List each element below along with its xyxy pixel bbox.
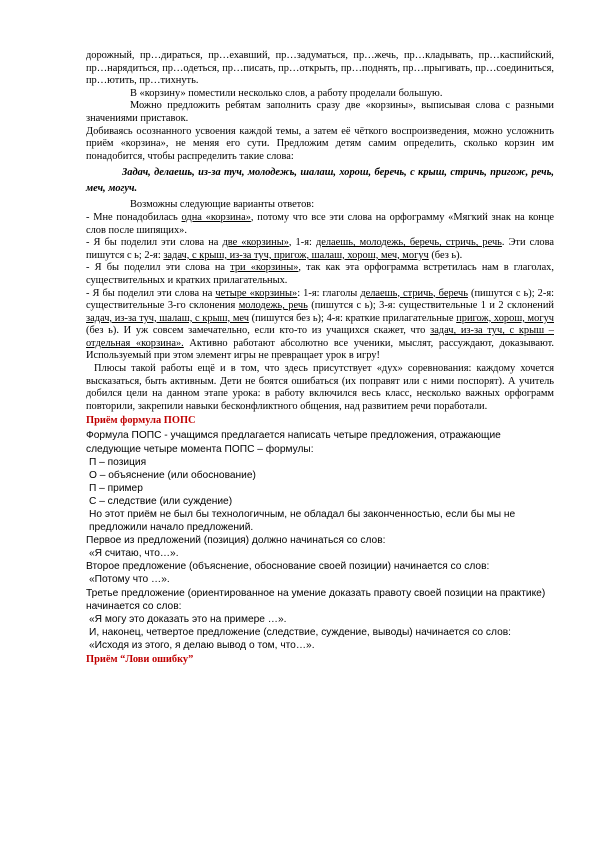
pops-intro: Формула ПОПС - учащимся предлагается написать четыре предложения, отражающие следующие четыре момента ПОПС – формулы: [86, 430, 501, 455]
sentence-one-start: «Я считаю, что…». [89, 548, 179, 560]
sentence-four-desc: И, наконец, четвертое предложение (следствие, суждение, выводы) начинается со слов: [89, 626, 511, 638]
pops-item-position: П – позиция [89, 456, 147, 468]
sentence-one-desc: Первое из предложений (позиция) должно начинаться со слов: [86, 535, 386, 547]
two-baskets-paragraph: Можно предложить ребятам заполнить сразу две «корзины», выписывая слова с разными значениями приставок. [86, 100, 554, 124]
answers-intro: Возможны следующие варианты ответов: [130, 199, 315, 211]
answer-three-baskets: - Я бы поделил эти слова на три «корзины», так как эта орфограмма встретилась нам в глаголах, существительных и кратких прилагательных. [86, 262, 554, 286]
document-page [86, 50, 554, 668]
words-to-distribute: Задач, делаешь, из-за туч, молодежь, шалаш, хорош, беречь, с крыш, стричь, пригож, речь, меч, могуч. [86, 167, 554, 195]
complex-basket-paragraph: Добиваясь осознанного усвоения каждой темы, а затем её чёткого воспроизведения, можно усложнить приём «корзина», не меняя его сути. Предложим детям самим определить, сколько корзин им понадобится, чтобы распределить такие слова: [86, 125, 554, 162]
sentence-four-start: «Исходя из этого, я делаю вывод о том, что…». [89, 639, 315, 651]
sentence-three-start: «Я могу это доказать это на примере …». [89, 613, 287, 625]
basket-paragraph: В «корзину» поместили несколько слов, а работу проделали большую. [130, 87, 443, 99]
pops-note: Но этот приём не был бы технологичным, не обладал бы законченностью, если бы мы не предложили начало предложений. [89, 509, 516, 534]
sentence-two-desc: Второе предложение (объяснение, обоснование своей позиции) начинается со слов: [86, 561, 490, 573]
section-heading-pops: Приём формула ПОПС [86, 415, 196, 427]
pops-item-consequence: С – следствие (или суждение) [89, 495, 233, 507]
pops-item-explanation: О – объяснение (или обоснование) [89, 469, 256, 481]
section-heading-catch-error: Приём “Лови ошибку” [86, 654, 194, 666]
sentence-three-desc: Третье предложение (ориентированное на умение доказать правоту своей позиции на практике) начинается со слов: [86, 587, 546, 612]
sentence-two-start: «Потому что …». [89, 574, 170, 586]
answer-two-baskets: - Я бы поделил эти слова на две «корзины», 1-я: делаешь, молодежь, беречь, стричь, речь. Эти слова пишутся с ь; 2-я: задач, с крыш, из-за туч, пригож, шалаш, хорош, меч, могуч (без ь). [86, 237, 554, 261]
word-list-paragraph: дорожный, пр…дираться, пр…ехавший, пр…задуматься, пр…жечь, пр…кладывать, пр…каспийский, пр…нарядиться, пр…одеться, пр…писать, пр…открыть, пр…поднять, пр…прыгивать, пр…соединиться, пр…ютить, пр…тихнуть. [86, 50, 554, 87]
benefits-paragraph: Плюсы такой работы ещё и в том, что здесь присутствует «дух» соревнования: каждому хочется высказаться, быть активным. Дети не боятся ошибаться (их поправят или с ними поспорят). А учитель добился цели на данном этапе урока: в работу включился весь класс, несколько важных орфограмм повторили, закрепили навыки бесконфликтного общения, над развитием речи поработали. [86, 363, 554, 412]
answer-four-baskets: - Я бы поделил эти слова на четыре «корзины»: 1-я: глаголы делаешь, стричь, беречь (пишутся с ь); 2-я: существительные 3-го склонения молодежь, речь (пишутся с ь); 3-я: существительные 1 и 2 склонений задач, из-за туч, шалаш, с крыш, меч (пишутся без ь); 4-я: краткие прилагательные пригож, хорош, могуч (без ь). И уж совсем замечательно, если кто-то из учащихся скажет, что задач, из-за туч, с крыш – отдельная «корзина». Активно работают абсолютно все ученики, мыслят, рассуждают, доказывают. Используемый при этом элемент игры не превращает урок в игру! [86, 287, 555, 362]
answer-one-basket: - Мне понадобилась одна «корзина», потому что все эти слова на орфограмму «Мягкий знак на конце слов после шипящих». [86, 211, 554, 236]
pops-item-example: П – пример [89, 482, 143, 494]
pops-section [86, 429, 554, 652]
